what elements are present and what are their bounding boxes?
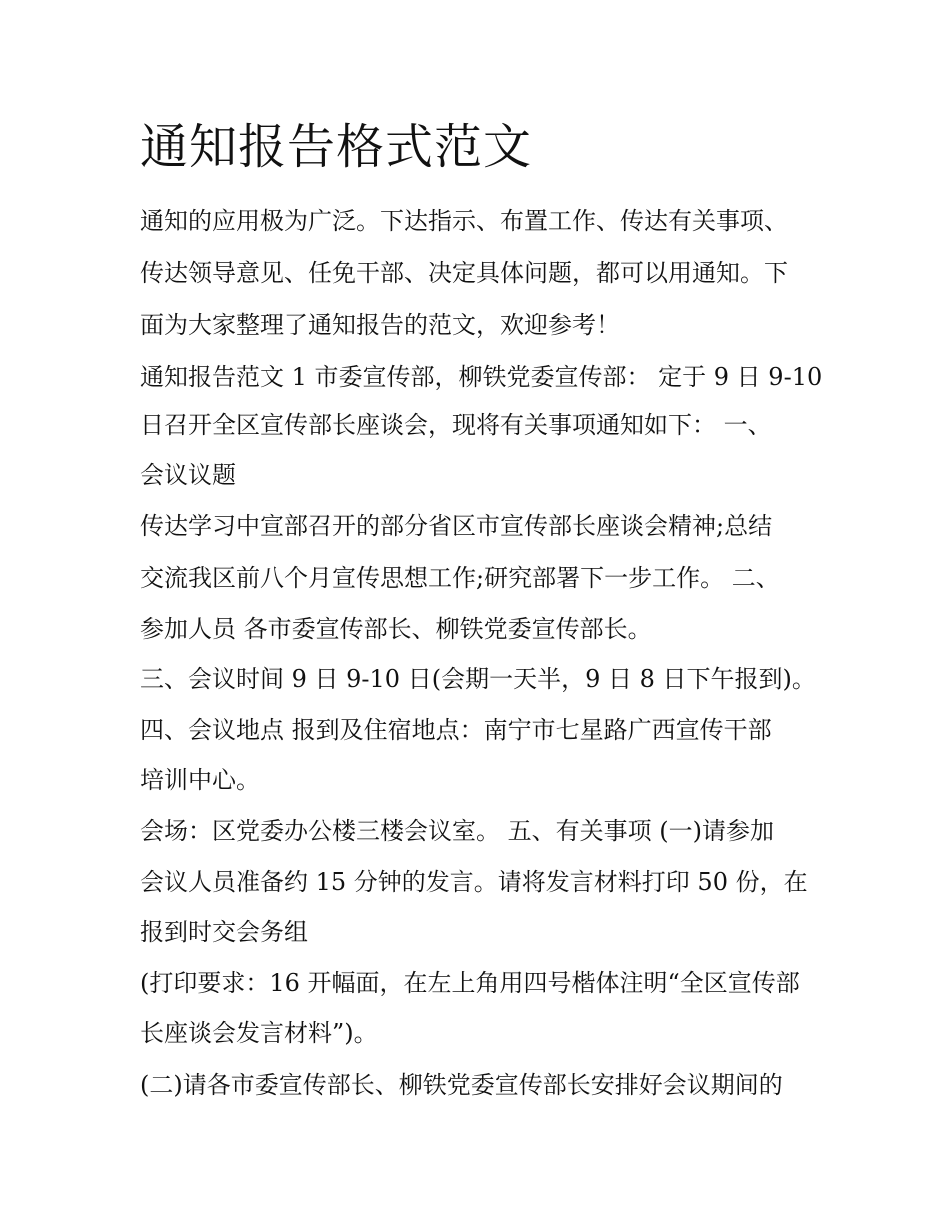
body-line: 传达领导意见、任免干部、决定具体问题，都可以用通知。下: [140, 259, 788, 287]
body-line: 交流我区前八个月宣传思想工作;研究部署下一步工作。 二、: [140, 564, 780, 592]
body-line: 四、会议地点 报到及住宿地点：南宁市七星路广西宣传干部: [140, 716, 772, 744]
body-line: (打印要求：16 开幅面，在左上角用四号楷体注明“全区宣传部: [140, 969, 800, 997]
body-line: 会议议题: [140, 461, 236, 489]
body-line: (二)请各市委宣传部长、柳铁党委宣传部长安排好会议期间的: [140, 1071, 783, 1099]
body-line: 培训中心。: [140, 766, 260, 794]
body-line: 通知报告范文 1 市委宣传部，柳铁党委宣传部： 定于 9 日 9-10: [140, 363, 823, 391]
body-line: 日召开全区宣传部长座谈会，现将有关事项通知如下： 一、: [140, 411, 772, 439]
body-line: 通知的应用极为广泛。下达指示、布置工作、传达有关事项、: [140, 207, 788, 235]
document-title: 通知报告格式范文: [140, 119, 533, 175]
body-line: 面为大家整理了通知报告的范文，欢迎参考！: [140, 311, 620, 339]
body-line: 传达学习中宣部召开的部分省区市宣传部长座谈会精神;总结: [140, 512, 773, 540]
body-line: 报到时交会务组: [140, 918, 308, 946]
body-line: 三、会议时间 9 日 9-10 日(会期一天半，9 日 8 日下午报到)。: [140, 665, 816, 693]
body-line: 长座谈会发言材料”)。: [140, 1019, 378, 1047]
body-line: 参加人员 各市委宣传部长、柳铁党委宣传部长。: [140, 615, 652, 643]
body-line: 会场：区党委办公楼三楼会议室。 五、有关事项 (一)请参加: [140, 817, 774, 845]
body-line: 会议人员准备约 15 分钟的发言。请将发言材料打印 50 份，在: [140, 868, 808, 896]
